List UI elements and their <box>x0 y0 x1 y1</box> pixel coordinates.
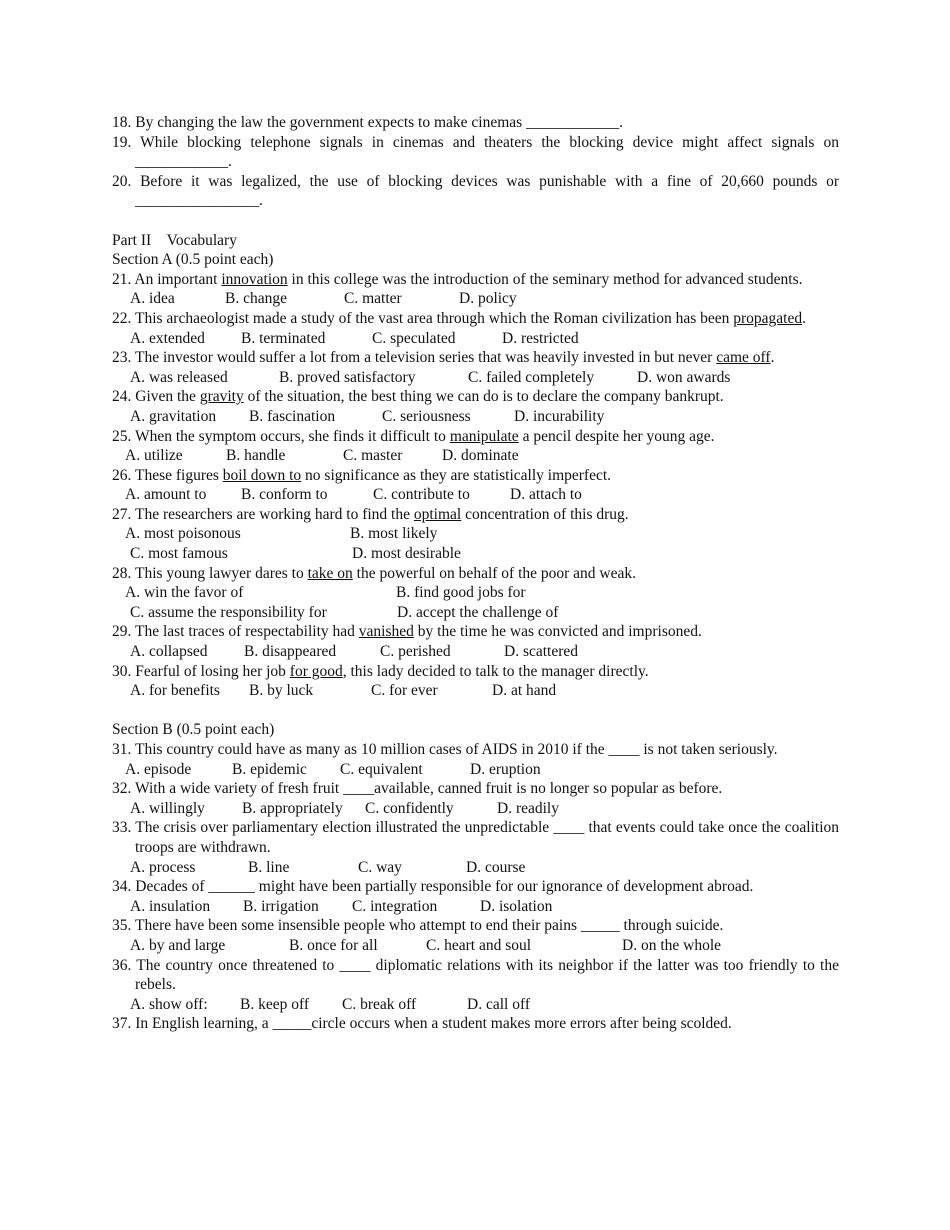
option-b: B. disappeared <box>244 643 337 661</box>
option-a: A. most poisonous <box>125 525 241 543</box>
option-b: B. handle <box>226 447 286 465</box>
option-c: C. way <box>358 858 402 876</box>
exam-page <box>112 113 839 1034</box>
option-d: D. at hand <box>492 682 557 700</box>
option-c: C. break off <box>342 995 417 1013</box>
question-26: 26. These figures boil down to no significance as they are statistically imperfect. <box>112 466 612 484</box>
option-c: C. speculated <box>372 329 456 347</box>
question-29: 29. The last traces of respectability had vanished by the time he was convicted and imprisoned. <box>112 623 702 641</box>
options-35 <box>112 936 839 956</box>
option-b: B. epidemic <box>232 760 307 778</box>
options-28-row1 <box>112 583 839 603</box>
option-d: D. readily <box>497 799 559 817</box>
options-36 <box>112 995 839 1015</box>
options-30 <box>112 681 839 701</box>
underlined-word: propagated <box>733 309 803 327</box>
underlined-word: for good <box>289 662 343 680</box>
option-b: B. irrigation <box>243 897 319 915</box>
option-c: C. perished <box>380 643 451 661</box>
option-c: C. assume the responsibility for <box>130 603 327 621</box>
option-b: B. keep off <box>240 995 310 1013</box>
options-23 <box>112 368 839 388</box>
options-29 <box>112 642 839 662</box>
underlined-word: innovation <box>221 270 288 288</box>
option-d: D. eruption <box>470 760 541 778</box>
question-34: 34. Decades of ______ might have been partially responsible for our ignorance of development abroad. <box>112 878 754 896</box>
question-36: 36. The country once threatened to ____ diplomatic relations with its neighbor if the latter was too friendly to the rebels. <box>112 956 839 994</box>
option-c: C. failed completely <box>468 368 595 386</box>
options-26 <box>112 485 839 505</box>
options-25 <box>112 446 839 466</box>
options-24 <box>112 407 839 427</box>
option-a: A. amount to <box>125 486 207 504</box>
options-31 <box>112 760 839 780</box>
question-23: 23. The investor would suffer a lot from a television series that was heavily invested in but never came off. <box>112 349 775 367</box>
question-20: 20. Before it was legalized, the use of blocking devices was punishable with a fine of 20,660 pounds or ________________. <box>112 172 839 210</box>
question-27: 27. The researchers are working hard to find the optimal concentration of this drug. <box>112 505 629 523</box>
question-21: 21. An important innovation in this college was the introduction of the seminary method for advanced students. <box>112 270 803 288</box>
option-c: C. matter <box>344 290 402 308</box>
option-a: A. show off: <box>130 995 208 1013</box>
option-d: D. most desirable <box>352 545 461 563</box>
option-c: C. master <box>343 447 403 465</box>
option-a: A. by and large <box>130 936 226 954</box>
option-b: B. conform to <box>241 486 328 504</box>
option-c: C. seriousness <box>382 407 471 425</box>
option-a: A. insulation <box>130 897 211 915</box>
option-d: D. scattered <box>504 643 579 661</box>
options-28-row2 <box>112 603 839 623</box>
option-b: B. most likely <box>350 525 438 543</box>
option-d: D. restricted <box>502 329 579 347</box>
option-a: A. utilize <box>125 447 183 465</box>
option-c: C. confidently <box>365 799 454 817</box>
option-d: D. accept the challenge of <box>397 603 559 621</box>
options-22 <box>112 329 839 349</box>
question-33: 33. The crisis over parliamentary election illustrated the unpredictable ____ that events could take once the coalition troops are withdrawn. <box>112 819 839 856</box>
options-34 <box>112 897 839 917</box>
option-d: D. course <box>466 858 526 876</box>
underlined-word: came off <box>716 349 771 367</box>
options-33 <box>112 858 839 878</box>
option-a: A. process <box>130 858 196 876</box>
options-32 <box>112 799 839 819</box>
option-d: D. isolation <box>480 897 553 915</box>
option-a: A. idea <box>130 290 175 308</box>
option-b: B. change <box>225 290 287 308</box>
options-27-row1 <box>112 524 839 544</box>
option-b: B. appropriately <box>242 799 343 817</box>
question-22: 22. This archaeologist made a study of the vast area through which the Roman civilization has been propagated. <box>112 309 806 327</box>
option-a: A. episode <box>125 760 192 778</box>
underlined-word: gravity <box>199 388 244 406</box>
question-31: 31. This country could have as many as 10 million cases of AIDS in 2010 if the ____ is not taken seriously. <box>112 741 778 758</box>
option-a: A. win the favor of <box>125 584 244 602</box>
underlined-word: boil down to <box>222 466 302 484</box>
underlined-word: take on <box>307 564 353 582</box>
part-title: Part II Vocabulary <box>112 231 237 249</box>
option-c: C. most famous <box>130 545 228 563</box>
question-32: 32. With a wide variety of fresh fruit ____available, canned fruit is no longer so popular as before. <box>112 780 723 798</box>
question-37: 37. In English learning, a _____circle occurs when a student makes more errors after being scolded. <box>112 1015 732 1033</box>
option-b: B. once for all <box>289 936 378 954</box>
option-d: D. won awards <box>637 368 731 386</box>
option-a: A. collapsed <box>130 643 208 661</box>
option-b: B. find good jobs for <box>396 584 526 602</box>
option-a: A. was released <box>130 368 228 386</box>
question-18: 18. By changing the law the government expects to make cinemas ____________. <box>112 114 623 131</box>
options-21 <box>112 289 839 309</box>
question-19: 19. While blocking telephone signals in cinemas and theaters the blocking device might affect signals on ____________. <box>112 133 839 171</box>
section-a-heading: Section A (0.5 point each) <box>112 251 274 269</box>
option-b: B. line <box>248 858 290 876</box>
option-d: D. attach to <box>510 486 582 504</box>
option-b: B. proved satisfactory <box>279 368 416 386</box>
underlined-word: vanished <box>358 623 414 641</box>
question-28: 28. This young lawyer dares to take on the powerful on behalf of the poor and weak. <box>112 564 637 582</box>
underlined-word: manipulate <box>449 427 519 445</box>
question-35: 35. There have been some insensible people who attempt to end their pains _____ through suicide. <box>112 917 724 935</box>
option-d: D. policy <box>459 290 517 308</box>
option-a: A. gravitation <box>130 407 217 425</box>
underlined-word: optimal <box>413 505 462 523</box>
option-a: A. extended <box>130 329 205 347</box>
option-c: C. heart and soul <box>426 936 532 954</box>
option-a: A. willingly <box>130 799 205 817</box>
options-27-row2 <box>112 544 839 564</box>
option-a: A. for benefits <box>130 682 220 700</box>
option-c: C. integration <box>352 897 438 915</box>
section-b-heading: Section B (0.5 point each) <box>112 721 275 739</box>
question-24: 24. Given the gravity of the situation, the best thing we can do is to declare the company bankrupt. <box>112 388 724 406</box>
option-b: B. fascination <box>249 407 336 425</box>
option-b: B. terminated <box>241 329 326 347</box>
option-d: D. call off <box>467 995 530 1013</box>
option-d: D. on the whole <box>622 936 722 954</box>
option-c: C. contribute to <box>373 486 470 504</box>
question-25: 25. When the symptom occurs, she finds it difficult to manipulate a pencil despite her young age. <box>112 427 715 445</box>
option-d: D. dominate <box>442 447 519 465</box>
question-30: 30. Fearful of losing her job for good, this lady decided to talk to the manager directly. <box>112 662 649 680</box>
option-c: C. for ever <box>371 682 438 700</box>
option-d: D. incurability <box>514 407 605 425</box>
option-b: B. by luck <box>249 682 314 700</box>
option-c: C. equivalent <box>340 760 423 778</box>
